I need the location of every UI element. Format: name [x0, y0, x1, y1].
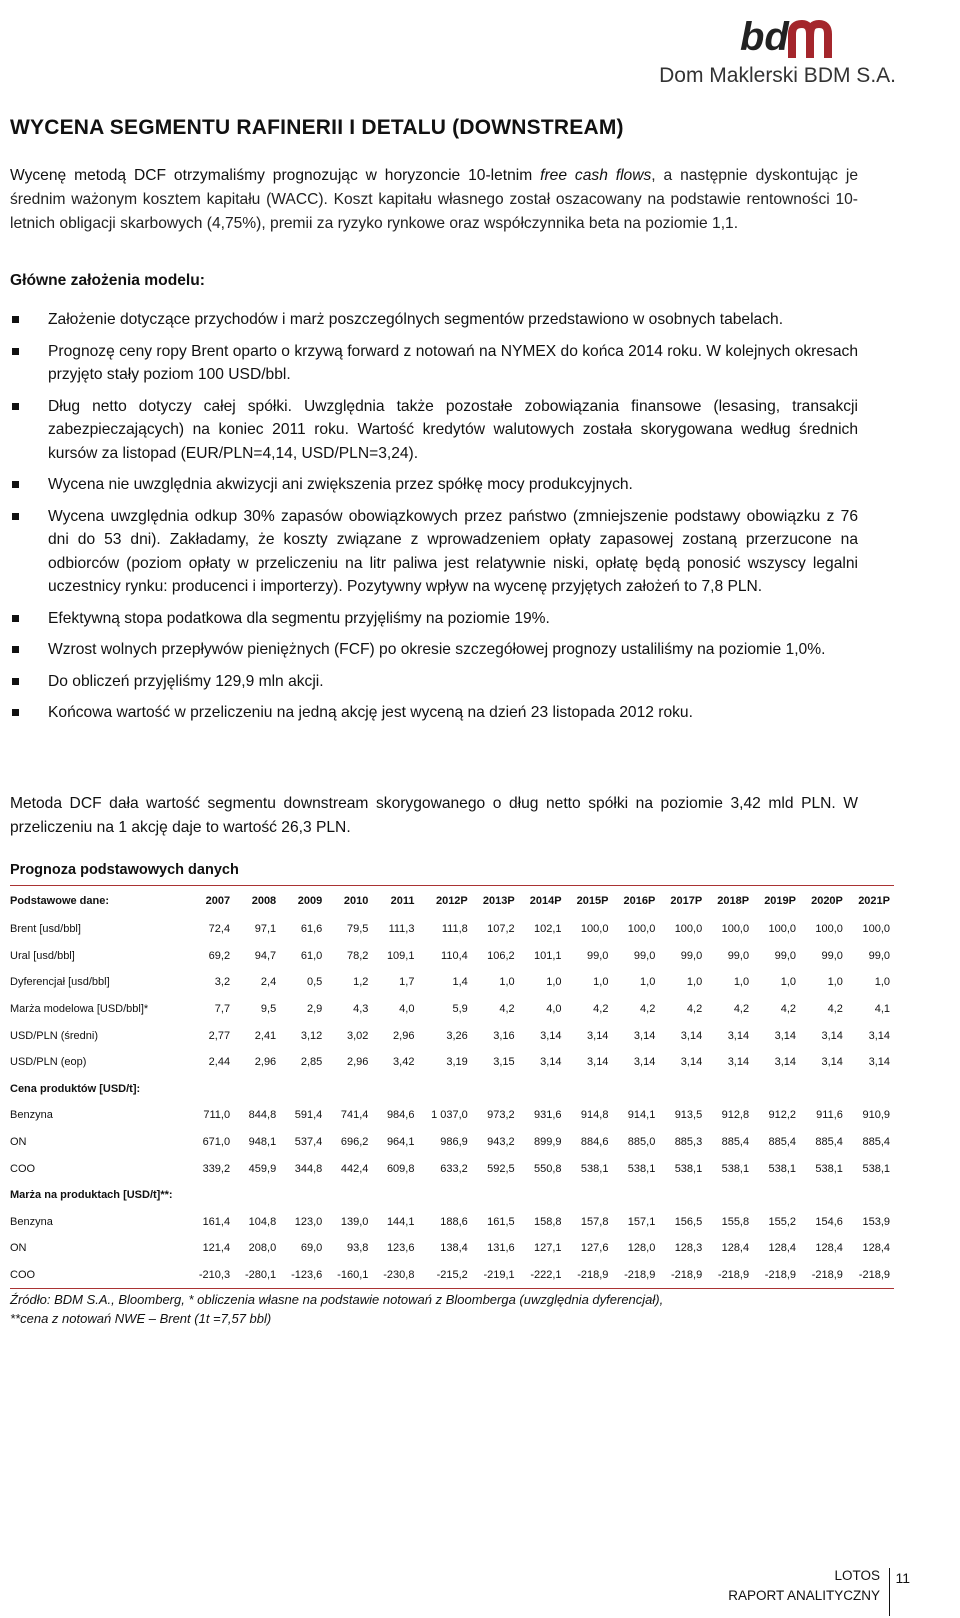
table-cell: 1,4 — [452, 976, 468, 989]
table-cell: 884,6 — [580, 1136, 609, 1149]
table-cell: 97,1 — [254, 923, 277, 936]
footer-divider — [889, 1568, 891, 1616]
list-item-text: Prognozę ceny ropy Brent oparto o krzywą forward z notowań na NYMEX do końca 2014 roku. W kolejnych okresach przyjęto stały poziom 100 USD/bbl. — [48, 342, 858, 383]
table-cell: 1,0 — [733, 976, 750, 989]
table-cell: 633,2 — [440, 1162, 468, 1175]
table-cell: 123,6 — [386, 1242, 415, 1255]
table-cell: 2,85 — [300, 1056, 323, 1069]
list-item — [10, 607, 858, 631]
table-cell: 3,14 — [633, 1056, 656, 1069]
table-cell: -219,1 — [472, 1262, 519, 1289]
table-cell: 7,7 — [214, 1003, 231, 1016]
list-item — [10, 701, 858, 725]
table-cell: 4,2 — [593, 1003, 609, 1016]
forecast-table — [10, 885, 894, 1289]
table-header-year: 2018P — [717, 895, 750, 907]
list-item-text: Efektywną stopa podatkowa dla segmentu przyjęliśmy na poziomie 19%. — [48, 609, 550, 627]
intro-italic: free cash flows — [540, 167, 652, 184]
table-cell: 538,1 — [674, 1162, 703, 1175]
table-cell: -222,1 — [519, 1262, 566, 1289]
table-cell: 339,2 — [202, 1162, 231, 1175]
table-cell: 3,14 — [587, 1056, 609, 1069]
table-cell: 3,14 — [868, 1056, 890, 1069]
table-cell: 99,0 — [633, 949, 656, 962]
table-cell: 208,0 — [248, 1242, 277, 1255]
table-cell: -160,1 — [326, 1262, 372, 1289]
table-header-year: 2010 — [343, 895, 369, 907]
table-cell: 158,8 — [534, 1215, 562, 1228]
table-row — [10, 1262, 894, 1289]
table-cell: 107,2 — [487, 923, 515, 936]
table-row-label: ON — [10, 1242, 27, 1255]
table-cell: 155,8 — [721, 1215, 750, 1228]
table-cell: 911,6 — [816, 1109, 843, 1122]
table-cell: 538,1 — [580, 1162, 609, 1175]
table-header-year: 2011 — [390, 895, 415, 907]
table-cell: 844,8 — [248, 1109, 277, 1122]
table-cell: -280,1 — [234, 1262, 280, 1289]
table-cell: 127,1 — [534, 1242, 562, 1255]
table-cell: 128,0 — [627, 1242, 656, 1255]
table-cell: 72,4 — [208, 923, 231, 936]
table-cell: 110,4 — [441, 949, 468, 962]
table-cell: 99,0 — [680, 949, 703, 962]
table-row-label: Marża modelowa [USD/bbl]* — [10, 1003, 149, 1016]
company-name: Dom Maklerski BDM S.A. — [659, 64, 896, 87]
table-cell: 4,2 — [686, 1003, 703, 1016]
table-cell: 885,4 — [815, 1136, 843, 1149]
table-cell: 913,5 — [674, 1109, 703, 1122]
table-cell: 100,0 — [721, 923, 750, 936]
table-cell: 1,7 — [399, 976, 415, 989]
intro-part1: Wycenę metodą DCF otrzymaliśmy prognozując w horyzoncie 10-letnim — [10, 167, 541, 184]
forecast-table-container — [10, 885, 894, 1289]
table-cell: 157,1 — [627, 1215, 656, 1228]
table-cell: 94,7 — [254, 949, 277, 962]
page-footer — [728, 1566, 880, 1606]
table-cell: 442,4 — [340, 1162, 369, 1175]
table-cell: -215,2 — [418, 1262, 471, 1289]
table-cell: 1,0 — [640, 976, 656, 989]
table-cell: 912,8 — [721, 1109, 750, 1122]
table-cell: 100,0 — [815, 923, 843, 936]
table-cell: 537,4 — [294, 1136, 323, 1149]
list-item-text: Końcowa wartość w przeliczeniu na jedną akcję jest wyceną na dzień 23 listopada 2012 roku. — [48, 704, 693, 721]
table-cell: 121,4 — [202, 1242, 231, 1255]
table-cell: 538,1 — [627, 1162, 656, 1175]
table-cell: 128,4 — [815, 1242, 843, 1255]
table-header-year: 2016P — [623, 895, 656, 907]
table-cell: 100,0 — [674, 923, 703, 936]
list-item — [10, 308, 858, 332]
list-item — [10, 340, 858, 387]
table-cell: 99,0 — [821, 949, 843, 962]
table-row — [10, 1209, 894, 1236]
table-cell: 2,96 — [346, 1056, 369, 1069]
table-cell: 61,6 — [300, 923, 323, 936]
table-cell: 1,0 — [499, 976, 515, 989]
table-row-label: USD/PLN (średni) — [10, 1029, 99, 1042]
table-cell: 2,96 — [393, 1029, 415, 1042]
table-cell: 69,0 — [300, 1242, 323, 1255]
table-cell: 885,4 — [862, 1136, 890, 1149]
table-cell: 3,14 — [821, 1056, 843, 1069]
table-cell: 914,1 — [627, 1109, 656, 1122]
table-cell: 3,14 — [774, 1056, 796, 1069]
table-cell: 2,41 — [254, 1029, 277, 1042]
table-cell: -210,3 — [188, 1262, 234, 1289]
table-cell: 984,6 — [386, 1109, 415, 1122]
list-item-text: Wycena nie uwzględnia akwizycji ani zwiększenia przez spółkę mocy produkcyjnych. — [48, 476, 633, 493]
table-cell: 3,42 — [393, 1056, 415, 1069]
table-cell: 4,1 — [874, 1003, 890, 1016]
table-cell: 538,1 — [768, 1162, 796, 1175]
table-cell: 131,6 — [487, 1242, 515, 1255]
square-bullet-icon — [12, 348, 19, 355]
square-bullet-icon — [12, 403, 19, 410]
table-cell: 3,14 — [587, 1029, 609, 1042]
table-cell: 1,0 — [686, 976, 703, 989]
table-cell: 128,4 — [862, 1242, 890, 1255]
table-cell: 538,1 — [815, 1162, 843, 1175]
table-row-label: Benzyna — [10, 1109, 53, 1122]
square-bullet-icon — [12, 513, 19, 520]
table-cell: -230,8 — [372, 1262, 418, 1289]
table-cell: -218,9 — [847, 1262, 894, 1289]
table-cell: 592,5 — [487, 1162, 515, 1175]
table-cell: 943,2 — [487, 1136, 515, 1149]
table-header-year: 2007 — [205, 895, 231, 907]
list-item-text: Wzrost wolnych przepływów pieniężnych (FCF) po okresie szczegółowej prognozy ustaliliśmy na poziomie 1,0%. — [48, 641, 826, 658]
table-cell: 1,0 — [874, 976, 890, 989]
table-cell: 3,14 — [540, 1056, 562, 1069]
table-cell: 3,12 — [300, 1029, 323, 1042]
footer-report-type: RAPORT ANALITYCZNY — [728, 1588, 880, 1603]
table-header-year: 2020P — [811, 895, 843, 907]
table-cell: 344,8 — [294, 1162, 323, 1175]
table-cell: -218,9 — [706, 1262, 753, 1289]
table-cell: 2,44 — [208, 1056, 231, 1069]
table-row — [10, 1102, 894, 1129]
square-bullet-icon — [12, 481, 19, 488]
list-item-text: Dług netto dotyczy całej spółki. Uwzględnia także pozostałe zobowiązania finansowe (lesasing, transakcji zabezpieczających) na koniec 2011 roku. Wartość kredytów walutowych została skorygowana według średnich kursów za listopad (EUR/PLN=4,14, USD/PLN=3,24). — [48, 397, 858, 462]
table-cell: 154,6 — [815, 1215, 843, 1228]
table-row — [10, 1049, 894, 1076]
table-cell: 910,9 — [862, 1109, 890, 1122]
table-row-label: Ural [usd/bbl] — [10, 949, 75, 962]
table-cell: 3,15 — [493, 1056, 515, 1069]
table-cell: 931,6 — [534, 1109, 562, 1122]
table-cell: 885,4 — [721, 1136, 750, 1149]
table-cell: 4,2 — [827, 1003, 843, 1016]
table-row — [10, 943, 894, 970]
table-cell: 2,4 — [260, 976, 277, 989]
table-cell: 3,16 — [493, 1029, 515, 1042]
source-note — [10, 1290, 663, 1328]
table-cell: 155,2 — [768, 1215, 796, 1228]
bdm-logo-icon — [740, 14, 832, 60]
table-body — [10, 916, 894, 1289]
table-cell: 3,14 — [774, 1029, 796, 1042]
table-cell: 99,0 — [727, 949, 750, 962]
table-cell: 914,8 — [580, 1109, 609, 1122]
conclusion-paragraph: Metoda DCF dała wartość segmentu downstream skorygowanego o dług netto spółki na poziomie 3,42 mld PLN. W przeliczeniu na 1 akcję daje to wartość 26,3 PLN. — [10, 795, 858, 836]
table-title: Prognoza podstawowych danych — [10, 862, 239, 878]
list-item-text: Do obliczeń przyjęliśmy 129,9 mln akcji. — [48, 672, 324, 690]
table-cell: 3,2 — [214, 976, 231, 989]
table-cell: 9,5 — [260, 1003, 277, 1016]
table-cell: 101,1 — [534, 949, 562, 962]
table-cell: 538,1 — [721, 1162, 750, 1175]
intro-paragraph — [10, 164, 858, 236]
table-header-year: 2012P — [435, 895, 468, 907]
table-header-year: 2013P — [482, 895, 515, 907]
table-cell: 111,3 — [388, 923, 415, 936]
table-cell: 109,1 — [386, 949, 415, 962]
square-bullet-icon — [12, 709, 19, 716]
square-bullet-icon — [12, 678, 19, 685]
table-cell: 128,3 — [674, 1242, 703, 1255]
table-section-label: Cena produktów [USD/t]: — [10, 1082, 141, 1095]
table-cell: 538,1 — [862, 1162, 890, 1175]
table-cell: 1,2 — [353, 976, 369, 989]
table-row-label: Benzyna — [10, 1215, 53, 1228]
table-cell: 973,2 — [487, 1109, 515, 1122]
table-cell: 100,0 — [580, 923, 609, 936]
table-cell: 671,0 — [202, 1136, 231, 1149]
list-item — [10, 395, 858, 466]
table-cell: 1,0 — [780, 976, 796, 989]
table-cell: 885,3 — [674, 1136, 703, 1149]
svg-text:bd: bd — [740, 15, 789, 59]
list-item — [10, 638, 858, 662]
table-cell: 3,14 — [868, 1029, 890, 1042]
table-cell: 885,0 — [627, 1136, 656, 1149]
table-cell: 591,4 — [294, 1109, 323, 1122]
table-cell: 459,9 — [248, 1162, 277, 1175]
table-cell: 3,19 — [446, 1056, 468, 1069]
square-bullet-icon — [12, 615, 19, 622]
table-cell: 127,6 — [580, 1242, 609, 1255]
table-cell: 106,2 — [487, 949, 515, 962]
table-cell: -218,9 — [659, 1262, 706, 1289]
table-cell: 156,5 — [674, 1215, 703, 1228]
table-row — [10, 1155, 894, 1182]
table-cell: 79,5 — [346, 923, 369, 936]
section-title: WYCENA SEGMENTU RAFINERII I DETALU (DOWNSTREAM) — [10, 116, 624, 139]
table-header-year: 2017P — [670, 895, 703, 907]
table-row — [10, 916, 894, 943]
source-line-2: **cena z notowań NWE – Brent (1t =7,57 bbl) — [10, 1311, 272, 1326]
table-row-label: ON — [10, 1136, 27, 1149]
table-cell: 3,14 — [680, 1029, 703, 1042]
table-cell: 61,0 — [300, 949, 323, 962]
table-cell: 78,2 — [346, 949, 369, 962]
table-cell: 123,0 — [294, 1215, 323, 1228]
table-cell: 3,14 — [727, 1056, 750, 1069]
table-cell: 4,2 — [499, 1003, 515, 1016]
table-cell: 550,8 — [534, 1162, 562, 1175]
table-cell: 128,4 — [721, 1242, 750, 1255]
table-cell: 0,5 — [306, 976, 323, 989]
table-row-label: Brent [usd/bbl] — [10, 923, 81, 936]
square-bullet-icon — [12, 316, 19, 323]
table-section-label: Marża na produktach [USD/t]**: — [10, 1189, 173, 1202]
table-section-row — [10, 1076, 894, 1103]
table-cell: 4,2 — [640, 1003, 656, 1016]
table-row — [10, 1022, 894, 1049]
table-cell: -218,9 — [800, 1262, 847, 1289]
table-cell: 4,3 — [353, 1003, 369, 1016]
table-cell: 188,6 — [440, 1215, 468, 1228]
table-header-year: 2009 — [297, 895, 323, 907]
table-cell: 93,8 — [346, 1242, 369, 1255]
table-header-year: 2008 — [251, 895, 277, 907]
table-header-label: Podstawowe dane: — [10, 895, 110, 907]
table-cell: 4,0 — [546, 1003, 562, 1016]
table-cell: 104,8 — [248, 1215, 277, 1228]
table-cell: -218,9 — [753, 1262, 800, 1289]
table-cell: 4,2 — [733, 1003, 750, 1016]
table-row — [10, 1129, 894, 1156]
table-cell: 99,0 — [868, 949, 890, 962]
list-item — [10, 670, 858, 694]
table-row — [10, 996, 894, 1023]
table-cell: 1 037,0 — [431, 1109, 468, 1122]
source-line-1: Źródło: BDM S.A., Bloomberg, * obliczenia własne na podstawie notowań z Bloomberga (uwzględnia dyferencjał), — [10, 1292, 664, 1307]
table-cell: 4,0 — [399, 1003, 415, 1016]
table-cell: 3,14 — [680, 1056, 703, 1069]
table-cell: 711,0 — [203, 1109, 231, 1122]
table-cell: 948,1 — [248, 1136, 277, 1149]
table-cell: 161,4 — [202, 1215, 231, 1228]
table-cell: 3,14 — [633, 1029, 656, 1042]
intro-part2: , a następnie dyskontując je średnim ważonym kosztem kapitału (WACC). Koszt kapitału własnego został oszacowany na podstawie rentowności 10-letnich obligacji skarbowych (4,75%), premii za ryzyko rynkowe oraz współczynnika beta na poziomie 1,1. — [10, 167, 858, 232]
table-cell: 144,1 — [386, 1215, 415, 1228]
table-cell: -218,9 — [566, 1262, 613, 1289]
table-row — [10, 1235, 894, 1262]
list-item — [10, 473, 858, 497]
table-cell: -218,9 — [612, 1262, 659, 1289]
table-cell: 899,9 — [534, 1136, 562, 1149]
table-cell: 3,26 — [446, 1029, 468, 1042]
table-cell: 1,0 — [827, 976, 843, 989]
footer-company: LOTOS — [834, 1568, 880, 1583]
list-item-text: Założenie dotyczące przychodów i marż poszczególnych segmentów przedstawiono w osobnych tabelach. — [48, 311, 784, 328]
assumptions-heading: Główne założenia modelu: — [10, 272, 205, 289]
table-cell: 609,8 — [386, 1162, 415, 1175]
table-cell: 696,2 — [340, 1136, 369, 1149]
table-cell: 100,0 — [768, 923, 796, 936]
table-cell: 4,2 — [780, 1003, 796, 1016]
table-header-row — [10, 886, 894, 917]
table-cell: 885,4 — [768, 1136, 796, 1149]
table-cell: 3,02 — [346, 1029, 369, 1042]
table-header-year: 2014P — [529, 895, 562, 907]
table-section-row — [10, 1182, 894, 1209]
table-cell: 1,0 — [546, 976, 562, 989]
table-row-label: COO — [10, 1262, 188, 1289]
table-cell: 100,0 — [862, 923, 890, 936]
table-cell: 128,4 — [768, 1242, 796, 1255]
table-cell: 986,9 — [440, 1136, 468, 1149]
table-cell: 741,4 — [340, 1109, 369, 1122]
table-cell: 139,0 — [340, 1215, 369, 1228]
list-item — [10, 505, 858, 599]
table-cell: 2,77 — [208, 1029, 231, 1042]
table-cell: 3,14 — [821, 1029, 843, 1042]
table-row — [10, 969, 894, 996]
company-logo — [659, 14, 896, 87]
table-cell: 153,9 — [862, 1215, 890, 1228]
table-cell: -123,6 — [280, 1262, 326, 1289]
table-row-label: COO — [10, 1162, 36, 1175]
table-cell: 2,9 — [306, 1003, 323, 1016]
table-cell: 100,0 — [627, 923, 656, 936]
table-cell: 3,14 — [540, 1029, 562, 1042]
table-header-year: 2019P — [764, 895, 796, 907]
table-cell: 102,1 — [534, 923, 562, 936]
table-cell: 138,4 — [440, 1242, 468, 1255]
table-cell: 99,0 — [774, 949, 796, 962]
table-cell: 3,14 — [727, 1029, 750, 1042]
table-cell: 5,9 — [452, 1003, 468, 1016]
page-number: 11 — [895, 1570, 910, 1586]
table-cell: 69,2 — [208, 949, 231, 962]
table-row-label: USD/PLN (eop) — [10, 1056, 87, 1069]
table-row-label: Dyferencjał [usd/bbl] — [10, 976, 110, 989]
table-cell: 912,2 — [768, 1109, 796, 1122]
square-bullet-icon — [12, 646, 19, 653]
table-header-year: 2015P — [576, 895, 609, 907]
table-cell: 1,0 — [593, 976, 609, 989]
table-cell: 964,1 — [386, 1136, 415, 1149]
table-cell: 2,96 — [254, 1056, 277, 1069]
table-cell: 161,5 — [487, 1215, 515, 1228]
assumptions-list — [10, 308, 858, 733]
table-cell: 111,8 — [441, 923, 468, 936]
table-cell: 99,0 — [587, 949, 609, 962]
table-cell: 157,8 — [580, 1215, 609, 1228]
list-item-text: Wycena uwzględnia odkup 30% zapasów obowiązkowych przez państwo (zmniejszenie podstawy obowiązku z 76 dni do 53 dni). Zakładamy, że koszty związane z wprowadzeniem opłaty zapasowej zostaną przerzucone na odbiorców (poziom opłaty w przeliczeniu na litr paliwa jest relatywnie niski, opłatę będą ponosić wszyscy legalni uczestnicy rynku: producenci i importerzy). Pozytywny wpływ na wycenę przyjętych założeń to 7,8 PLN. — [48, 507, 858, 595]
table-header-year: 2021P — [858, 895, 890, 907]
